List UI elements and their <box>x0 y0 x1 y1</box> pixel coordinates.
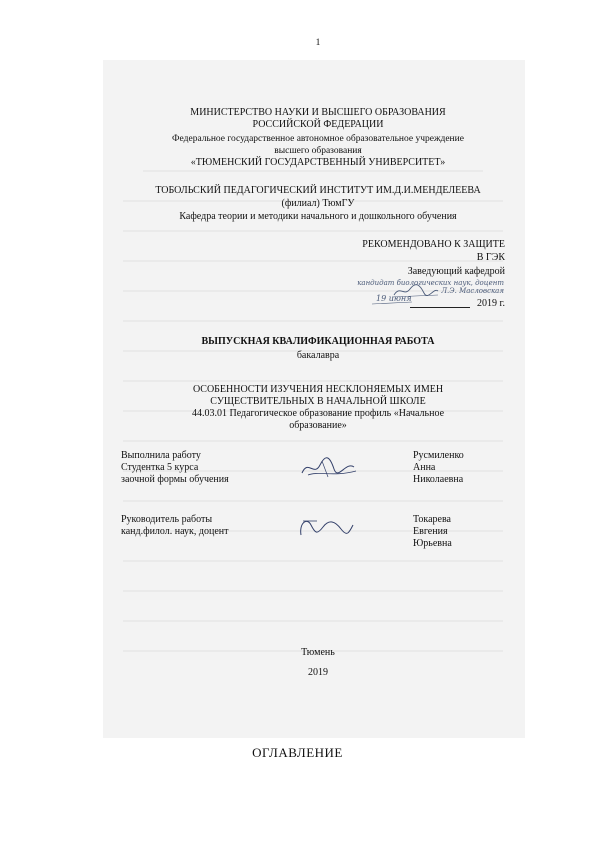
approval-line-2: В ГЭК <box>476 252 505 263</box>
head-degree-stamp: кандидат биологических наук, доцент <box>357 279 504 287</box>
ministry-line-2: РОССИЙСКОЙ ФЕДЕРАЦИИ <box>252 119 384 130</box>
supervisor-label-2: канд.филол. наук, доцент <box>121 526 229 537</box>
university-name: «ТЮМЕНСКИЙ ГОСУДАРСТВЕННЫЙ УНИВЕРСИТЕТ» <box>190 157 446 168</box>
branch-name: (филиал) ТюмГУ <box>281 198 355 209</box>
supervisor-label-1: Руководитель работы <box>121 514 213 525</box>
supervisor-surname: Токарева <box>413 514 451 525</box>
handwritten-date: 19 июня <box>376 294 412 303</box>
supervisor-name: Евгения <box>413 526 448 537</box>
approval-line-1: РЕКОМЕНДОВАНО К ЗАЩИТЕ <box>362 239 505 250</box>
page-number: 1 <box>315 38 321 48</box>
section-title: ОГЛАВЛЕНИЕ <box>252 745 343 760</box>
ministry-line-1: МИНИСТЕРСТВО НАУКИ И ВЫСШЕГО ОБРАЗОВАНИЯ <box>190 107 446 118</box>
work-type: ВЫПУСКНАЯ КВАЛИФИКАЦИОННАЯ РАБОТА <box>201 336 435 347</box>
head-name-stamp: Л.Э. Масловская <box>441 287 504 295</box>
city: Тюмень <box>301 647 335 658</box>
author-signature-icon <box>298 455 360 481</box>
author-label-3: заочной формы обучения <box>121 474 229 485</box>
author-name: Анна <box>413 462 436 473</box>
supervisor-patronymic: Юрьевна <box>413 538 452 549</box>
program-line-1: 44.03.01 Педагогическое образование профиль «Начальное <box>191 408 445 419</box>
work-title-line-2: СУЩЕСТВИТЕЛЬНЫХ В НАЧАЛЬНОЙ ШКОЛЕ <box>210 396 426 407</box>
institution-type-line-2: высшего образования <box>274 146 362 156</box>
year: 2019 <box>308 667 328 678</box>
head-of-department-label: Заведующий кафедрой <box>407 266 505 277</box>
work-title-line-1: ОСОБЕННОСТИ ИЗУЧЕНИЯ НЕСКЛОНЯЕМЫХ ИМЕН <box>192 384 444 395</box>
institution-type-line-1: Федеральное государственное автономное образовательное учреждение <box>172 134 464 144</box>
supervisor-signature-icon <box>295 515 355 539</box>
author-label-2: Студентка 5 курса <box>121 462 199 473</box>
author-patronymic: Николаевна <box>413 474 464 485</box>
date-underline-icon <box>372 296 412 306</box>
degree-level: бакалавра <box>296 350 340 361</box>
program-line-2: образование» <box>289 420 347 431</box>
department-name: Кафедра теории и методики начального и дошкольного обучения <box>179 211 457 222</box>
approval-year: 2019 г. <box>477 298 505 309</box>
author-surname: Русмиленко <box>413 450 464 461</box>
date-blank-line <box>410 307 470 308</box>
institute-name: ТОБОЛЬСКИЙ ПЕДАГОГИЧЕСКИЙ ИНСТИТУТ ИМ.Д.И.МЕНДЕЛЕЕВА <box>155 185 481 196</box>
author-label-1: Выполнила работу <box>121 450 201 461</box>
